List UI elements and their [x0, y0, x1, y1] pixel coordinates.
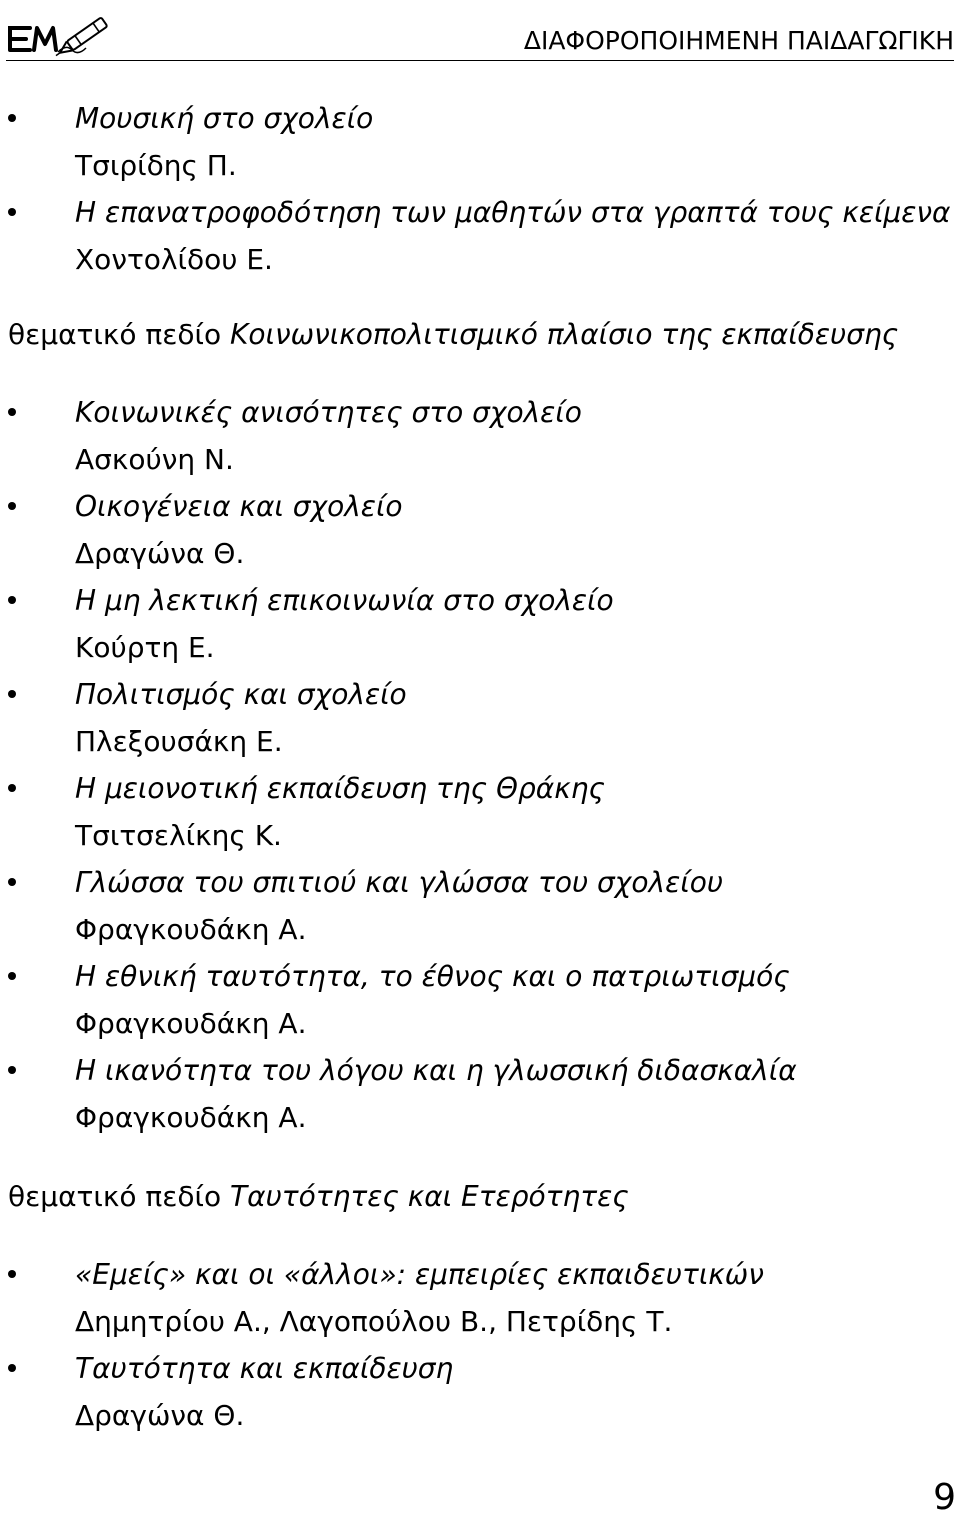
bullet-icon [8, 1066, 16, 1074]
item-title: Η μη λεκτική επικοινωνία στο σχολείο [75, 584, 614, 617]
list-item [0, 189, 950, 283]
section-heading-prefix: θεματικό πεδίο [8, 1180, 231, 1213]
item-author: Δραγώνα Θ. [75, 1399, 245, 1432]
item-author: Κούρτη Ε. [75, 631, 215, 664]
bullet-icon [8, 408, 16, 416]
list-item [0, 389, 797, 483]
item-title: Μουσική στο σχολείο [75, 102, 374, 135]
item-title: Η εθνική ταυτότητα, το έθνος και ο πατριωτισμός [75, 960, 790, 993]
item-author: Ασκούνη Ν. [75, 443, 234, 476]
list-item [0, 483, 797, 577]
item-author: Δραγώνα Θ. [75, 537, 245, 570]
list-item [0, 859, 797, 953]
section-heading-prefix: θεματικό πεδίο [8, 318, 231, 351]
item-author: Τσιτσελίκης Κ. [75, 819, 282, 852]
page-header [0, 0, 960, 62]
item-title: «Εμείς» και οι «άλλοι»: εμπειρίες εκπαιδευτικών [75, 1258, 764, 1291]
section-heading [8, 1173, 629, 1220]
item-title: Η μειονοτική εκπαίδευση της Θράκης [75, 772, 605, 805]
item-title: Κοινωνικές ανισότητες στο σχολείο [75, 396, 582, 429]
bullet-icon [8, 972, 16, 980]
item-title: Ταυτότητα και εκπαίδευση [75, 1352, 454, 1385]
item-author: Φραγκουδάκη Α. [75, 913, 307, 946]
section-heading-name: Ταυτότητες και Ετερότητες [230, 1180, 629, 1213]
item-title: Πολιτισμός και σχολείο [75, 678, 407, 711]
item-author: Τσιρίδης Π. [75, 149, 237, 182]
item-title: Οικογένεια και σχολείο [75, 490, 403, 523]
reading-list-continued [0, 95, 950, 283]
item-author: Χοντολίδου Ε. [75, 243, 273, 276]
list-item [0, 953, 797, 1047]
logo-pen-icon [6, 4, 116, 60]
item-author: Φραγκουδάκη Α. [75, 1101, 307, 1134]
bullet-icon [8, 1364, 16, 1372]
list-item [0, 1345, 764, 1439]
item-author: Φραγκουδάκη Α. [75, 1007, 307, 1040]
page-number: 9 [933, 1477, 956, 1518]
item-title: Η ικανότητα του λόγου και η γλωσσική διδασκαλία [75, 1054, 797, 1087]
list-item [0, 765, 797, 859]
list-item [0, 1047, 797, 1141]
item-title: Γλώσσα του σπιτιού και γλώσσα του σχολείου [75, 866, 724, 899]
bullet-icon [8, 208, 16, 216]
item-title: Η επανατροφοδότηση των μαθητών στα γραπτά τους κείμενα [75, 196, 951, 229]
header-divider [6, 60, 954, 61]
bullet-icon [8, 114, 16, 122]
item-author: Δημητρίου Α., Λαγοπούλου Β., Πετρίδης Τ. [75, 1305, 673, 1338]
section-heading-name: Κοινωνικοπολιτισμικό πλαίσιο της εκπαίδευσης [230, 318, 899, 351]
list-item [0, 95, 950, 189]
reading-list-identities [0, 1251, 764, 1439]
list-item [0, 671, 797, 765]
bullet-icon [8, 596, 16, 604]
bullet-icon [8, 878, 16, 886]
bullet-icon [8, 502, 16, 510]
list-item [0, 1251, 764, 1345]
reading-list-sociocultural [0, 389, 797, 1141]
header-title: ΔΙΑΦΟΡΟΠΟΙΗΜΕΝΗ ΠΑΙΔΑΓΩΓΙΚΗ [523, 26, 954, 55]
bullet-icon [8, 784, 16, 792]
bullet-icon [8, 690, 16, 698]
section-heading [8, 311, 898, 358]
list-item [0, 577, 797, 671]
bullet-icon [8, 1270, 16, 1278]
item-author: Πλεξουσάκη Ε. [75, 725, 283, 758]
